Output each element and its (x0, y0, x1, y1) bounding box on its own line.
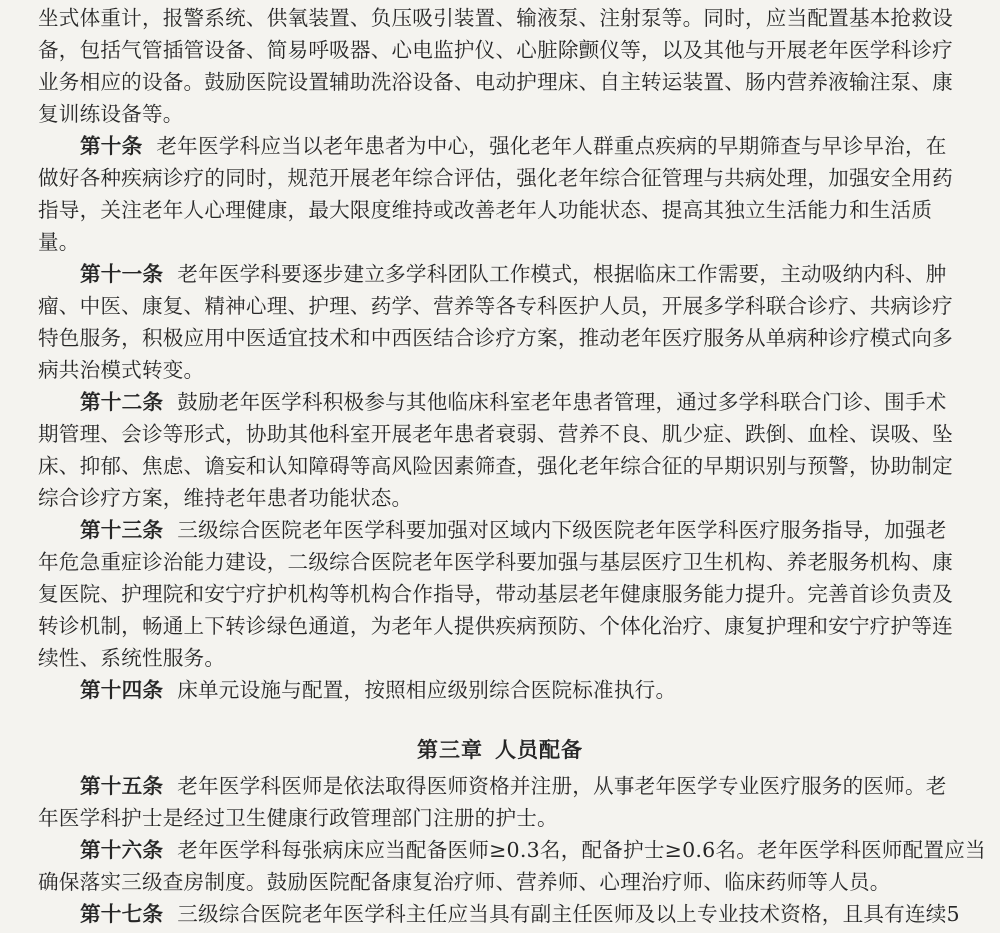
text-line: 复医院、护理院和安宁疗护机构等机构合作指导，带动基层老年健康服务能力提升。完善首诊负责及 (38, 582, 953, 606)
text-line: 瘤、中医、康复、精神心理、护理、药学、营养等各专科医护人员，开展多学科联合诊疗、共病诊疗 (38, 294, 953, 318)
text-line: 坐式体重计，报警系统、供氧装置、负压吸引装置、输液泵、注射泵等。同时，应当配置基本抢救设 (38, 6, 953, 30)
article-17: 第十七条 三级综合医院老年医学科主任应当具有副主任医师及以上专业技术资格，且具有连续5 (80, 902, 960, 926)
text-line: 期管理、会诊等形式，协助其他科室开展老年患者衰弱、营养不良、肌少症、跌倒、血栓、误吸、坠 (38, 422, 953, 446)
text-line: 综合诊疗方案，维持老年患者功能状态。 (38, 486, 413, 510)
text-line: 年危急重症诊治能力建设，二级综合医院老年医学科要加强与基层医疗卫生机构、养老服务机构、康 (38, 550, 953, 574)
text-line: 年医学科护士是经过卫生健康行政管理部门注册的护士。 (38, 806, 558, 830)
article-16: 第十六条 老年医学科每张病床应当配备医师≥0.3名，配备护士≥0.6名。老年医学科医师配置应当 (80, 838, 986, 862)
text-line: 业务相应的设备。鼓励医院设置辅助洗浴设备、电动护理床、自主转运装置、肠内营养液输注泵、康 (38, 70, 953, 94)
article-label: 第十条 (80, 134, 143, 158)
article-label: 第十五条 (80, 774, 164, 798)
article-12: 第十二条 鼓励老年医学科积极参与其他临床科室老年患者管理，通过多学科联合门诊、围手术 (80, 390, 947, 414)
text-line: 病共治模式转变。 (38, 358, 205, 382)
text-line: 续性、系统性服务。 (38, 646, 226, 670)
text-line: 床、抑郁、焦虑、谵妄和认知障碍等高风险因素筛查，强化老年综合征的早期识别与预警，协助制定 (38, 454, 953, 478)
text-line: 复训练设备等。 (38, 102, 184, 126)
article-label: 第十六条 (80, 838, 164, 862)
text-line: 做好各种疾病诊疗的同时，规范开展老年综合评估，强化老年综合征管理与共病处理，加强安全用药 (38, 166, 953, 190)
chapter-heading (0, 734, 1000, 766)
article-label: 第十四条 (80, 678, 164, 702)
article-14: 第十四条 床单元设施与配置，按照相应级别综合医院标准执行。 (80, 678, 677, 702)
text-line: 指导，关注老年人心理健康，最大限度维持或改善老年人功能状态、提高其独立生活能力和生活质 (38, 198, 933, 222)
article-label: 第十二条 (80, 390, 164, 414)
article-15: 第十五条 老年医学科医师是依法取得医师资格并注册，从事老年医学专业医疗服务的医师。老 (80, 774, 947, 798)
article-label: 第十七条 (80, 902, 164, 926)
chapter-title: 人员配备 (495, 737, 583, 762)
article-11: 第十一条 老年医学科要逐步建立多学科团队工作模式，根据临床工作需要，主动吸纳内科、肿 (80, 262, 947, 286)
text-line: 特色服务，积极应用中医适宜技术和中西医结合诊疗方案，推动老年医疗服务从单病种诊疗模式向多 (38, 326, 953, 350)
article-label: 第十三条 (80, 518, 164, 542)
article-13: 第十三条 三级综合医院老年医学科要加强对区域内下级医院老年医学科医疗服务指导，加强老 (80, 518, 947, 542)
text-line: 转诊机制，畅通上下转诊绿色通道，为老年人提供疾病预防、个体化治疗、康复护理和安宁疗护等连 (38, 614, 953, 638)
chapter-number: 第三章 (417, 737, 483, 762)
text-line: 量。 (38, 230, 80, 254)
text-line: 备，包括气管插管设备、简易呼吸器、心电监护仪、心脏除颤仪等，以及其他与开展老年医学科诊疗 (38, 38, 953, 62)
article-label: 第十一条 (80, 262, 164, 286)
text-line: 确保落实三级查房制度。鼓励医院配备康复治疗师、营养师、心理治疗师、临床药师等人员。 (38, 870, 891, 894)
article-10: 第十条 老年医学科应当以老年患者为中心，强化老年人群重点疾病的早期筛查与早诊早治，在 (80, 134, 947, 158)
